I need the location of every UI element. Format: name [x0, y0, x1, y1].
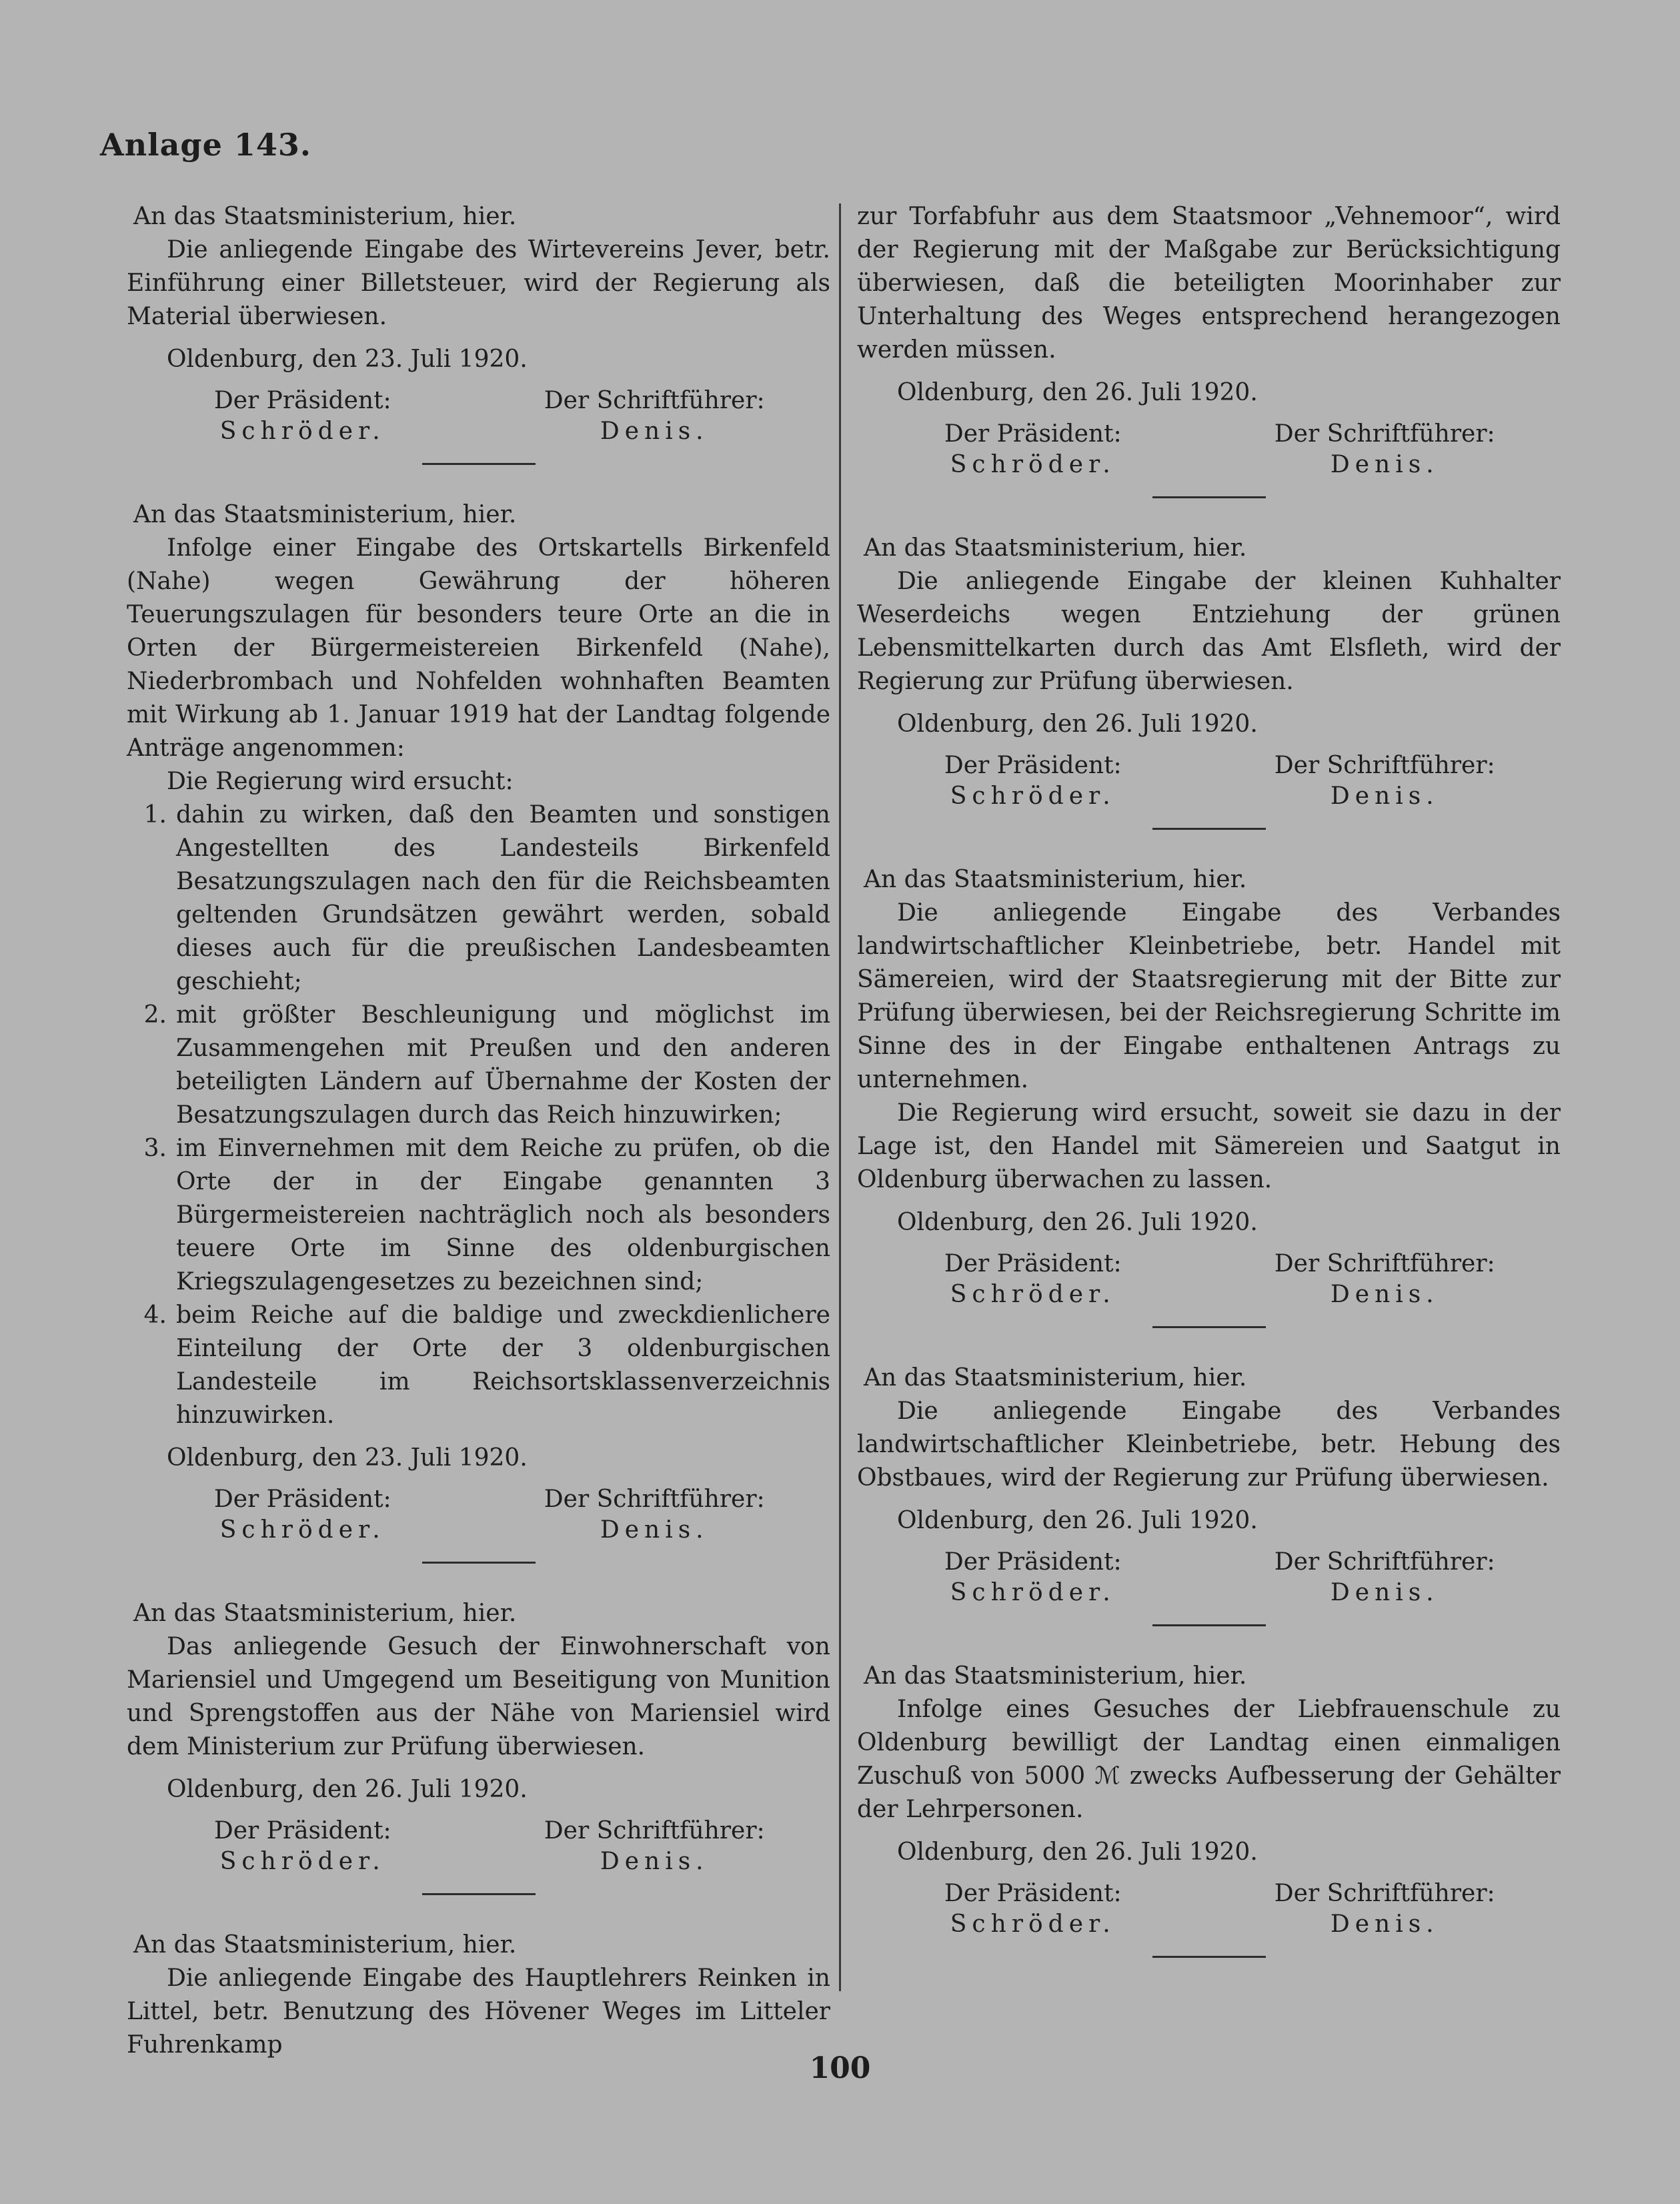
resolution-section: [857, 863, 1561, 1328]
signature-role-president: Der Präsident:: [944, 420, 1122, 448]
place-date: Oldenburg, den 26. Juli 1920.: [897, 1838, 1258, 1866]
list-item-number: 3.: [143, 1135, 167, 1162]
signature-name-secretary: Denis.: [600, 1516, 709, 1544]
section-divider: [1152, 1326, 1266, 1328]
signature-role-president: Der Präsident:: [944, 1548, 1122, 1576]
list-item-text: mit größter Beschleunigung und möglichst im Zusammengehen mit Preußen und den anderen beteiligten Ländern auf Übernahme der Kosten der Besatzungszulagen durch das Reich hinzuwirken;: [176, 1001, 830, 1129]
resolution-section: [127, 498, 830, 1564]
signature-role-president: Der Präsident:: [944, 1880, 1122, 1907]
place-date: Oldenburg, den 23. Juli 1920.: [167, 1444, 528, 1472]
signature-name-secretary: Denis.: [1330, 451, 1439, 478]
place-date: Oldenburg, den 26. Juli 1920.: [897, 1209, 1258, 1236]
place-date: Oldenburg, den 26. Juli 1920.: [897, 1507, 1258, 1534]
section-address: An das Staatsministerium, hier.: [133, 1931, 517, 1959]
section-paragraph: Das anliegende Gesuch der Einwohnerschaft von Mariensiel und Umgegend um Beseitigung von Munition und Sprengstoffen aus der Nähe von Mariensiel wird dem Ministerium zur Prüfung überwiesen.: [127, 1633, 830, 1760]
signature-role-secretary: Der Schriftführer:: [1274, 1880, 1495, 1907]
place-date: Oldenburg, den 26. Juli 1920.: [167, 1776, 528, 1803]
signature-block: [127, 1484, 830, 1546]
signature-block: [127, 386, 830, 447]
section-divider: [1152, 1624, 1266, 1626]
signature-role-secretary: Der Schriftführer:: [1274, 752, 1495, 779]
section-paragraph: Die anliegende Eingabe des Hauptlehrers Reinken in Littel, betr. Benutzung des Hövener Weges im Litteler Fuhrenkamp: [127, 1965, 830, 2059]
section-divider: [422, 1562, 536, 1564]
list-item: [127, 1299, 830, 1432]
signature-role-secretary: Der Schriftführer:: [1274, 420, 1495, 448]
place-date: Oldenburg, den 26. Juli 1920.: [897, 379, 1258, 406]
signature-name-president: Schröder.: [950, 1281, 1116, 1308]
signature-block: [857, 1249, 1561, 1310]
signature-name-president: Schröder.: [219, 1848, 385, 1875]
resolution-section: [857, 200, 1561, 498]
signature-block: [857, 750, 1561, 812]
section-paragraph: Infolge einer Eingabe des Ortskartells Birkenfeld (Nahe) wegen Gewährung der höheren Teuerungszulagen für besonders teure Orte an die in Orten der Bürgermeistereien Birkenfeld (Nahe), Niederbrombach und Nohfelden wohnhaften Beamten mit Wirkung ab 1. Januar 1919 hat der Landtag folgende Anträge angenommen:: [127, 534, 830, 762]
section-address: An das Staatsministerium, hier.: [133, 501, 517, 528]
section-paragraph: Infolge eines Gesuches der Liebfrauenschule zu Oldenburg bewilligt der Landtag einen einmaligen Zuschuß von 5000 ℳ zwecks Aufbesserung der Gehälter der Lehrpersonen.: [857, 1696, 1561, 1823]
section-paragraph: Die anliegende Eingabe des Wirtevereins Jever, betr. Einführung einer Billetsteuer, wird der Regierung als Material überwiesen.: [127, 236, 830, 330]
signature-name-president: Schröder.: [950, 451, 1116, 478]
resolution-section: [127, 200, 830, 465]
left-column: [127, 200, 830, 2062]
signature-name-secretary: Denis.: [1330, 1281, 1439, 1308]
section-paragraph: Die anliegende Eingabe des Verbandes landwirtschaftlicher Kleinbetriebe, betr. Hebung des Obstbaues, wird der Regierung zur Prüfung überwiesen.: [857, 1398, 1561, 1492]
section-address: An das Staatsministerium, hier.: [133, 203, 517, 230]
section-divider: [422, 463, 536, 465]
section-address: An das Staatsministerium, hier.: [864, 534, 1247, 562]
section-address: An das Staatsministerium, hier.: [864, 866, 1247, 893]
resolution-section: [857, 1660, 1561, 1958]
attachment-heading: Anlage 143.: [100, 127, 311, 163]
list-item-text: beim Reiche auf die baldige und zweckdienlichere Einteilung der Orte der 3 oldenburgischen Landesteile im Reichsortsklassenverzeichnis hinzuwirken.: [176, 1301, 830, 1429]
signature-block: [127, 1816, 830, 1877]
resolution-section: [857, 532, 1561, 830]
section-divider: [1152, 496, 1266, 498]
section-paragraph: Die anliegende Eingabe der kleinen Kuhhalter Weserdeichs wegen Entziehung der grünen Lebensmittelkarten durch das Amt Elsfleth, wird der Regierung zur Prüfung überwiesen.: [857, 568, 1561, 695]
section-paragraph: Die Regierung wird ersucht, soweit sie dazu in der Lage ist, den Handel mit Sämereien und Saatgut in Oldenburg überwachen zu lassen.: [857, 1099, 1561, 1193]
list-item-text: im Einvernehmen mit dem Reiche zu prüfen, ob die Orte der in der Eingabe genannten 3 Bürgermeistereien nachträglich noch als besonders teuere Orte im Sinne des oldenburgischen Kriegszulagengesetzes zu bezeichnen sind;: [176, 1135, 830, 1295]
resolution-section: [857, 1361, 1561, 1626]
signature-name-president: Schröder.: [950, 1579, 1116, 1606]
signature-role-secretary: Der Schriftführer:: [1274, 1548, 1495, 1576]
section-address: An das Staatsministerium, hier.: [864, 1662, 1247, 1690]
signature-role-secretary: Der Schriftführer:: [544, 1486, 765, 1513]
list-item-number: 1.: [143, 801, 167, 829]
signature-name-secretary: Denis.: [1330, 1910, 1439, 1938]
resolution-section: [127, 1597, 830, 1895]
signature-role-president: Der Präsident:: [213, 387, 391, 414]
list-item-number: 2.: [143, 1001, 167, 1029]
list-intro: Die Regierung wird ersucht:: [167, 768, 514, 795]
signature-role-president: Der Präsident:: [944, 752, 1122, 779]
signature-role-president: Der Präsident:: [213, 1486, 391, 1513]
list-item: [127, 999, 830, 1132]
signature-block: [857, 419, 1561, 480]
place-date: Oldenburg, den 26. Juli 1920.: [897, 710, 1258, 738]
signature-name-secretary: Denis.: [600, 1848, 709, 1875]
section-address: An das Staatsministerium, hier.: [864, 1364, 1247, 1392]
right-column: [857, 200, 1561, 1991]
signature-block: [857, 1547, 1561, 1608]
resolution-section: [127, 1928, 830, 2062]
section-address: An das Staatsministerium, hier.: [133, 1600, 517, 1627]
column-divider: [839, 203, 841, 1991]
section-divider: [422, 1893, 536, 1895]
section-paragraph: Die anliegende Eingabe des Verbandes landwirtschaftlicher Kleinbetriebe, betr. Handel mit Sämereien, wird der Staatsregierung mit der Bitte zur Prüfung überwiesen, bei der Reichsregierung Schritte im Sinne des in der Eingabe enthaltenen Antrags zu unternehmen.: [857, 899, 1561, 1093]
section-divider: [1152, 1956, 1266, 1958]
signature-name-secretary: Denis.: [1330, 1579, 1439, 1606]
signature-name-president: Schröder.: [950, 1910, 1116, 1938]
section-paragraph-continued: zur Torfabfuhr aus dem Staatsmoor „Vehnemoor“, wird der Regierung mit der Maßgabe zur Berücksichtigung überwiesen, daß die beteiligten Moorinhaber zur Unterhaltung des Weges entsprechend herangezogen werden müssen.: [857, 203, 1561, 364]
list-item-text: dahin zu wirken, daß den Beamten und sonstigen Angestellten des Landesteils Birkenfeld Besatzungszulagen nach den für die Reichsbeamten geltenden Grundsätzen gewährt werden, sobald dieses auch für die preußischen Landesbeamten geschieht;: [176, 801, 830, 995]
signature-role-secretary: Der Schriftführer:: [544, 1817, 765, 1844]
section-divider: [1152, 828, 1266, 830]
signature-name-secretary: Denis.: [1330, 782, 1439, 810]
place-date: Oldenburg, den 23. Juli 1920.: [167, 346, 528, 373]
signature-name-president: Schröder.: [219, 1516, 385, 1544]
signature-role-president: Der Präsident:: [944, 1250, 1122, 1277]
signature-role-president: Der Präsident:: [213, 1817, 391, 1844]
list-item: [127, 798, 830, 999]
signature-role-secretary: Der Schriftführer:: [1274, 1250, 1495, 1277]
signature-name-president: Schröder.: [219, 418, 385, 445]
signature-block: [857, 1878, 1561, 1940]
list-item: [127, 1132, 830, 1299]
signature-role-secretary: Der Schriftführer:: [544, 387, 765, 414]
signature-name-secretary: Denis.: [600, 418, 709, 445]
list-item-number: 4.: [143, 1301, 167, 1329]
page-number: 100: [809, 2051, 871, 2085]
signature-name-president: Schröder.: [950, 782, 1116, 810]
